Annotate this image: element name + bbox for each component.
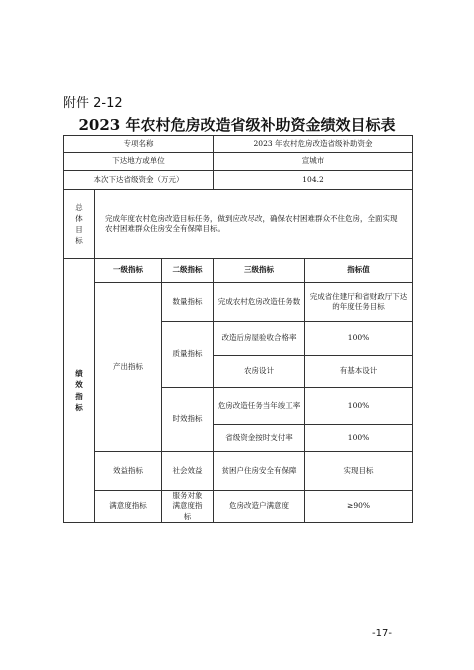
region-value: 宣城市	[214, 153, 413, 171]
benefit-indicator: 效益指标	[95, 452, 162, 491]
overall-goal-text: 完成年度农村危房改造目标任务，做到应改尽改，确保农村困难群众不住危房，全面实现农村困难群众住房安全有保障目标。	[95, 190, 413, 259]
table-row	[64, 190, 413, 259]
amount-value: 104.2	[214, 171, 413, 190]
indicator-value: 100%	[305, 425, 413, 452]
attachment-label: 附件 2-12	[63, 96, 123, 111]
table-row	[64, 136, 413, 153]
indicator-value: 有基本设计	[305, 356, 413, 388]
indicator-name: 农房设计	[214, 356, 305, 388]
performance-target-table	[63, 135, 413, 523]
indicator-name: 完成农村危房改造任务数	[214, 283, 305, 322]
service-satisfaction: 服务对象满意度指标	[162, 491, 214, 523]
header-level3: 三级指标	[214, 259, 305, 283]
satisfaction-indicator: 满意度指标	[95, 491, 162, 523]
indicator-name: 危房改造任务当年竣工率	[214, 388, 305, 425]
table-row	[64, 283, 413, 322]
header-level1: 一级指标	[95, 259, 162, 283]
header-value: 指标值	[305, 259, 413, 283]
time-indicator: 时效指标	[162, 388, 214, 452]
amount-label: 本次下达省级资金（万元）	[64, 171, 214, 190]
indicator-name: 改造后房屋验收合格率	[214, 322, 305, 356]
indicator-value: 完成省住建厅和省财政厅下达的年度任务目标	[305, 283, 413, 322]
indicator-value: ≥90%	[305, 491, 413, 523]
project-name-label: 专项名称	[64, 136, 214, 153]
indicator-value: 实现目标	[305, 452, 413, 491]
quality-indicator: 质量指标	[162, 322, 214, 388]
project-name-value: 2023 年农村危房改造省级补助资金	[214, 136, 413, 153]
overall-goal-label: 总体目标	[64, 190, 95, 259]
output-indicator: 产出指标	[95, 283, 162, 452]
social-benefit: 社会效益	[162, 452, 214, 491]
indicator-name: 贫困户住房安全有保障	[214, 452, 305, 491]
table-row	[64, 491, 413, 523]
table-header-row	[64, 259, 413, 283]
indicator-value: 100%	[305, 388, 413, 425]
region-label: 下达地方或单位	[64, 153, 214, 171]
performance-label: 绩效指标	[64, 259, 95, 523]
header-level2: 二级指标	[162, 259, 214, 283]
table-row	[64, 153, 413, 171]
indicator-value: 100%	[305, 322, 413, 356]
table-row	[64, 171, 413, 190]
page-title: 2023 年农村危房改造省级补助资金绩效目标表	[78, 116, 396, 134]
page-number: -17-	[372, 628, 392, 639]
indicator-name: 省级资金按时支付率	[214, 425, 305, 452]
quantity-indicator: 数量指标	[162, 283, 214, 322]
table-row	[64, 452, 413, 491]
indicator-name: 危房改造户满意度	[214, 491, 305, 523]
